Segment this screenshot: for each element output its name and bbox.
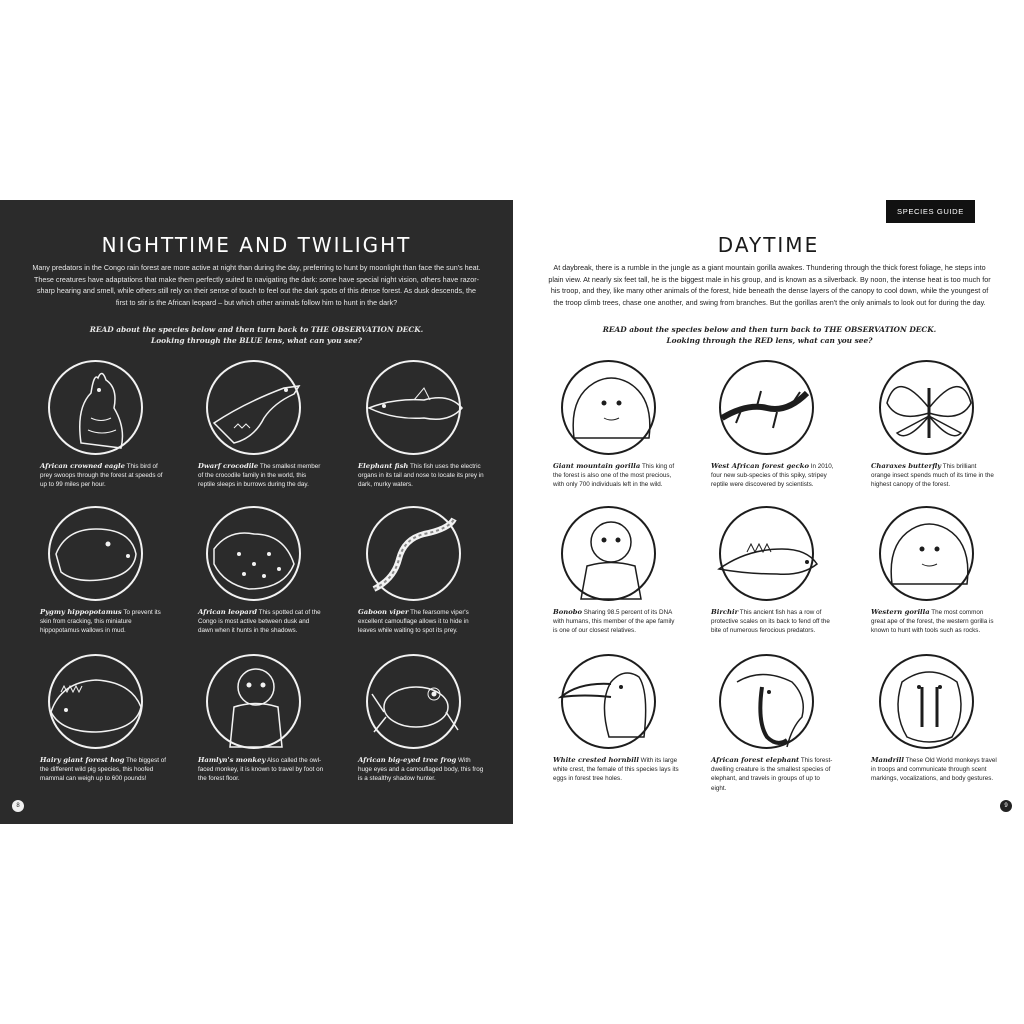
species-description: This king of the forest is also one of the most precious, with only 700 individuals left in the wild.	[553, 463, 675, 489]
species-name: Hamlyn's monkey	[198, 756, 266, 764]
frog-icon	[366, 654, 461, 749]
species-name: Pygmy hippopotamus	[40, 608, 122, 616]
eagle-icon	[48, 360, 143, 455]
gorilla-icon	[879, 506, 974, 601]
species-entry	[711, 358, 837, 506]
species-caption	[553, 608, 679, 636]
fish-icon	[366, 360, 461, 455]
species-name: African big-eyed tree frog	[358, 756, 457, 764]
mandrill-icon	[879, 654, 974, 749]
species-name: Western gorilla	[871, 608, 930, 616]
species-name: Dwarf crocodile	[198, 462, 259, 470]
page-number: 9	[1000, 800, 1012, 812]
intro-text: Many predators in the Congo rain forest are more active at night than during the day, preferring to hunt by moonlight than face the sun's heat. These creatures have adaptations that make them perfectly suited to navigating the dark: some have special night vision, others have razor-sharp hearing and smell, while others still rely on their sense of touch to feel out the dark spots of this dense forest. As dusk descends, the first to stir is the African leopard – but which other animals follow him to hunt in the dark?	[32, 263, 481, 307]
prompt-line: Looking through the BLUE lens, what can you see?	[151, 336, 362, 345]
intro-text: At daybreak, there is a rumble in the jungle as a giant mountain gorilla awakes. Thundering through the thick forest foliage, he steps into plain view. At nearly six feet tall, he is the biggest male in his group, and is known as a silverback. By noon, the intense heat is too much for his troop, and they, like many other animals of the forest, hide beneath the dense layers of the canopy to cool down, while the youngest of the troop climb trees, chase one another, and swing from branches. But the gorillas aren't the only animals to look out for during the day.	[548, 263, 991, 307]
species-caption	[198, 462, 324, 490]
species-description: The fearsome viper's excellent camouflage allows it to hide in leaves while waiting to spot its prey.	[358, 609, 469, 635]
species-caption	[553, 462, 679, 490]
page-title: DAYTIME	[717, 233, 820, 257]
species-description: In 2010, four new sub-species of this spiky, stripey reptile were discovered by scientists.	[711, 463, 834, 489]
prompt-line: READ about the species below and then turn back to THE OBSERVATION DECK.	[89, 325, 424, 334]
species-entry	[711, 504, 837, 652]
species-description: Sharing 98.5 percent of its DNA with humans, this member of the ape family is one of our closest relatives.	[553, 609, 675, 635]
species-name: Bonobo	[553, 608, 583, 616]
snake-icon	[366, 506, 461, 601]
species-name: Charaxes butterfly	[871, 462, 942, 470]
species-name: African forest elephant	[711, 756, 800, 764]
species-caption	[871, 608, 997, 636]
species-entry	[871, 652, 997, 800]
species-name: Hairy giant forest hog	[40, 756, 125, 764]
species-name: Giant mountain gorilla	[553, 462, 641, 470]
species-description: The most common great ape of the forest, the western gorilla is known to hunt with tools such as rocks.	[871, 609, 994, 635]
prompt-line: READ about the species below and then turn back to THE OBSERVATION DECK.	[602, 325, 937, 334]
species-entry	[40, 652, 166, 800]
species-grid	[553, 358, 997, 798]
species-description: With its large white crest, the female of this species lays its eggs in forest tree holes.	[553, 757, 679, 783]
species-caption	[553, 756, 679, 784]
species-description: This bird of prey swoops through the forest at speeds of up to 99 miles per hour.	[40, 463, 163, 489]
species-entry	[358, 652, 484, 800]
species-caption	[198, 756, 324, 784]
species-caption	[871, 462, 997, 490]
species-caption	[871, 756, 997, 784]
left-page	[0, 200, 513, 824]
species-entry	[553, 652, 679, 800]
species-description: This fish uses the electric organs in its tail and nose to locate its prey in dark, murky waters.	[358, 463, 484, 489]
monkey-icon	[206, 654, 301, 749]
gecko-icon	[719, 360, 814, 455]
reading-prompt	[40, 324, 473, 346]
page-title: NIGHTTIME AND TWILIGHT	[101, 233, 412, 257]
species-caption	[358, 756, 484, 784]
species-description: The biggest of the different wild pig species, this hoofed mammal can weigh up to 600 pounds!	[40, 757, 166, 783]
right-page	[513, 200, 1024, 824]
gorilla-icon	[561, 360, 656, 455]
species-entry	[198, 504, 324, 652]
species-name: Mandrill	[871, 756, 904, 764]
hog-icon	[48, 654, 143, 749]
species-caption	[40, 756, 166, 784]
species-caption	[198, 608, 324, 636]
species-entry	[711, 652, 837, 800]
species-caption	[711, 756, 837, 793]
species-entry	[358, 358, 484, 506]
book-spread	[0, 200, 1024, 824]
species-description: The smallest member of the crocodile family in the world, this reptile sleeps in burrows during the day.	[198, 463, 321, 489]
species-entry	[871, 504, 997, 652]
species-description: With huge eyes and a camouflaged body, this frog is a stealthy shadow hunter.	[358, 757, 484, 783]
species-caption	[711, 462, 837, 490]
birchir-icon	[719, 506, 814, 601]
elephant-icon	[719, 654, 814, 749]
species-description: Also called the owl-faced monkey, it is known to travel by foot on the forest floor.	[198, 757, 324, 783]
crocodile-icon	[206, 360, 301, 455]
species-name: Gaboon viper	[358, 608, 409, 616]
species-entry	[871, 358, 997, 506]
species-entry	[198, 358, 324, 506]
species-entry	[40, 504, 166, 652]
species-description: To prevent its skin from cracking, this miniature hippopotamus wallows in mud.	[40, 609, 161, 635]
species-entry	[40, 358, 166, 506]
prompt-line: Looking through the RED lens, what can you see?	[666, 336, 873, 345]
leopard-icon	[206, 506, 301, 601]
species-entry	[553, 358, 679, 506]
species-grid	[40, 358, 484, 798]
species-description: This spotted cat of the Congo is most active between dusk and dawn when it hunts in the shadows.	[198, 609, 321, 635]
species-entry	[553, 504, 679, 652]
species-name: Birchir	[711, 608, 739, 616]
species-caption	[40, 462, 166, 490]
butterfly-icon	[879, 360, 974, 455]
species-caption	[358, 462, 484, 490]
reading-prompt	[553, 324, 986, 346]
species-description: This forest-dwelling creature is the smallest species of elephant, and travels in groups of up to eight.	[711, 757, 833, 792]
species-name: African crowned eagle	[40, 462, 125, 470]
species-description: These Old World monkeys travel in troops and communicate through scent markings, vocalizations, and body gestures.	[871, 757, 997, 783]
species-caption	[358, 608, 484, 636]
species-name: Elephant fish	[358, 462, 409, 470]
species-name: White crested hornbill	[553, 756, 639, 764]
species-name: African leopard	[198, 608, 258, 616]
species-entry	[198, 652, 324, 800]
species-guide-tab: SPECIES GUIDE	[886, 200, 975, 223]
species-caption	[40, 608, 166, 636]
species-caption	[711, 608, 837, 636]
hornbill-icon	[561, 654, 656, 749]
species-description: This ancient fish has a row of protective scales on its back to fend off the bite of numerous ferocious predators.	[711, 609, 830, 635]
species-entry	[358, 504, 484, 652]
page-number: 8	[12, 800, 24, 812]
species-description: This brilliant orange insect spends much of its time in the highest canopy of the forest.	[871, 463, 994, 489]
species-name: West African forest gecko	[711, 462, 809, 470]
bonobo-icon	[561, 506, 656, 601]
hippo-icon	[48, 506, 143, 601]
